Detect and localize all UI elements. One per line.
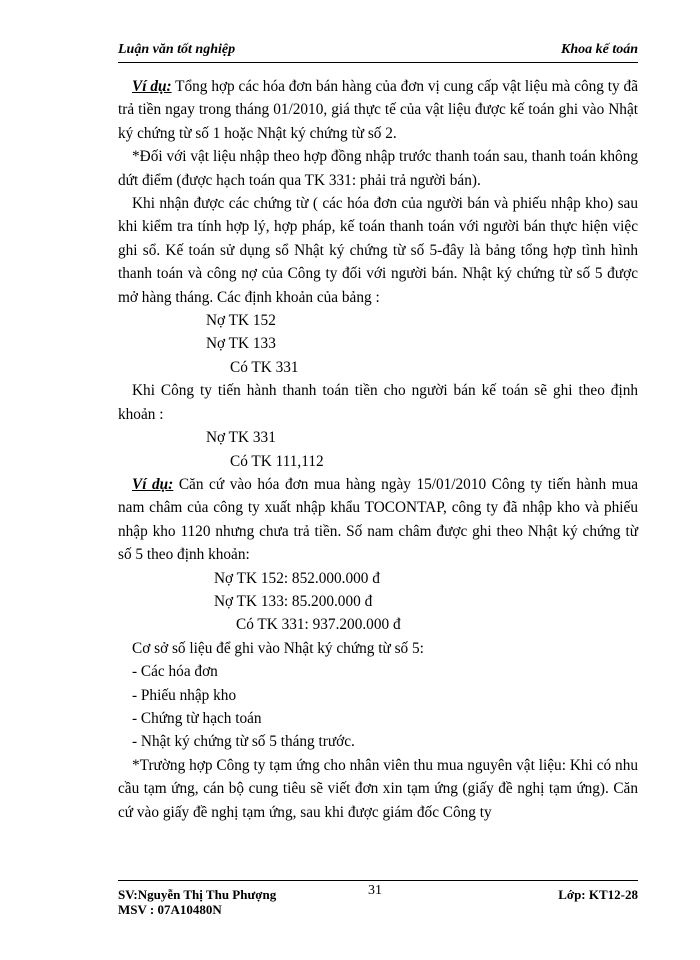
page-footer [118,880,638,917]
header-thesis-title: Luận văn tốt nghiệp [118,42,236,57]
entry-credit-331: Có TK 331 [230,358,299,376]
list-item: - Nhật ký chứng từ số 5 tháng trước. [132,733,355,751]
entry-debit-133-amount: Nợ TK 133: 85.200.000 đ [214,592,373,610]
entry-debit-133: Nợ TK 133 [206,335,276,353]
page-number: 31 [368,883,382,898]
footer-student-id: MSV : 07A10480N [118,902,222,917]
paragraph-receipt-process: Khi nhận được các chứng từ ( các hóa đơn của người bán và phiếu nhập kho) sau khi kiểm tra tính hợp lý, hợp pháp, kế toán thanh toán với người bán thực hiện việc ghi sổ. Kế toán sử dụng sổ Nhật ký chứng từ số 5-đây là bảng tổng hợp tình hình thanh toán và công nợ của Công ty đối với người bán. Nhật ký chứng từ số 5 được mở hàng tháng. Các định khoản của bảng : [118,195,638,306]
list-item: - Các hóa đơn [132,663,218,681]
footer-student-name: SV:Nguyễn Thị Thu Phượng [118,887,277,902]
example-text: Tổng hợp các hóa đơn bán hàng của đơn vị cung cấp vật liệu mà công ty đã trả tiền ngay trong tháng 01/2010, giá thực tế của vật liệu được kế toán ghi vào Nhật ký chứng từ số 1 hoặc Nhật ký chứng từ số 2. [118,78,638,142]
example-text: Căn cứ vào hóa đơn mua hàng ngày 15/01/2010 Công ty tiến hành mua nam châm của công ty xuất nhập khẩu TOCONTAP, công ty đã nhập kho và phiếu nhập kho 1120 nhưng chưa trả tiền. Số nam châm được ghi theo Nhật ký chứng từ số 5 theo định khoản: [118,475,639,564]
example-label: Ví dụ: [132,78,172,95]
entry-debit-152-amount: Nợ TK 152: 852.000.000 đ [214,569,380,587]
paragraph-advance: *Trường hợp Công ty tạm ứng cho nhân viên thu mua nguyên vật liệu: Khi có nhu cầu tạm ứng, cán bộ cung tiêu sẽ viết đơn xin tạm ứng (giấy đề nghị tạm ứng). Căn cứ vào giấy đề nghị tạm ứng, sau khi được giám đốc Công ty [118,756,638,821]
footer-student-info [118,887,276,917]
entry-credit-111-112: Có TK 111,112 [230,452,324,470]
list-item: - Phiếu nhập kho [132,686,237,704]
paragraph-example-1 [118,75,638,145]
entry-debit-152: Nợ TK 152 [206,312,276,330]
example-label: Ví dụ: [132,475,174,493]
page-body [118,75,638,824]
paragraph-contract-purchase: *Đối với vật liệu nhập theo hợp đồng nhập trước thanh toán sau, thanh toán không dứt điểm (được hạch toán qua TK 331: phải trả người bán). [118,148,638,189]
footer-class: Lớp: KT12-28 [558,887,638,902]
paragraph-payment: Khi Công ty tiến hành thanh toán tiền cho người bán kế toán sẽ ghi theo định khoản : [118,382,638,423]
entry-credit-331-amount: Có TK 331: 937.200.000 đ [236,616,401,634]
list-item: - Chứng từ hạch toán [132,709,262,727]
entry-debit-331: Nợ TK 331 [206,429,276,447]
paragraph-example-2 [118,473,638,567]
page-header [118,42,638,63]
header-faculty: Khoa kế toán [560,42,638,57]
paragraph-data-basis: Cơ sở số liệu để ghi vào Nhật ký chứng từ số 5: [132,639,424,657]
